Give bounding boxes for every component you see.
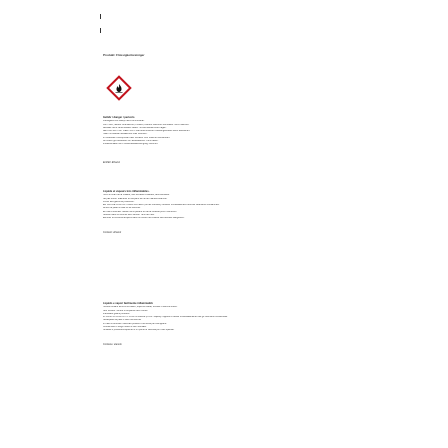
- margin-tick-top: [100, 14, 101, 19]
- ghs-pictogram: [106, 75, 131, 100]
- statement-line: Éliminer le contenu/récipient dans un centre de collecte des déchets dangereux.: [103, 217, 185, 220]
- statement-line: Ne pas fumer. Maintenir le récipient fermé de manière étanche.: [103, 197, 168, 200]
- statement-line: In caso d'incendio: utilizzare polvere o schiuma per estinguere.: [103, 322, 167, 325]
- statement-line: Conservare in luogo fresco e ben ventilato.: [103, 325, 147, 328]
- statement-line: Non fumare. Tenere il recipiente ben chiuso.: [103, 309, 148, 312]
- section-title: Liquido e vapori facilmente infiammabili.: [103, 302, 154, 305]
- statement-line: Behälter dicht verschlossen halten. Schutzhandschuhe tragen.: [103, 126, 167, 129]
- section-french: [103, 190, 343, 234]
- section-footer: Contiene: etanolo: [103, 342, 122, 346]
- statement-line: Tenere lontano da fonti di calore, superfici calde, scintille o fiamme libere.: [103, 306, 178, 309]
- statement-line: IN CASO DI CONTATTO CON LA PELLE (o con i capelli): togliere di dosso immediatamente tutti gli indumenti contaminati.: [103, 316, 228, 319]
- statement-line: Flüssigkeit und Dampf leicht entzündbar.: [103, 120, 145, 123]
- statement-line: Im Brandfall: Löschpulver oder Schaum zum Löschen verwenden.: [103, 136, 171, 139]
- statement-line: An einem gut belüfteten Ort aufbewahren. Kühl halten.: [103, 139, 159, 142]
- document-heading: Produkt: Flüssigkeitsreiniger: [103, 53, 145, 57]
- flame-icon: [114, 83, 124, 93]
- statement-line: EN CAS DE CONTACT AVEC LA PEAU (ou les cheveux): Enlever immédiatement tous les vêtements contaminés.: [103, 204, 220, 207]
- section-footer: Contient: éthanol: [103, 230, 122, 234]
- statement-line: Rincer la peau à l'eau ou se doucher.: [103, 207, 141, 210]
- section-german: [103, 116, 343, 164]
- margin-tick-bottom: [100, 28, 101, 33]
- statement-line: Von Hitze, heißen Oberflächen, Funken, offenen Flammen fernhalten. Nicht rauchen.: [103, 123, 190, 126]
- statement-line: Inhalt/Behälter der Problemabfallentsorgung zuführen.: [103, 143, 159, 146]
- statement-line: Stocker dans un endroit bien ventilé. Tenir au frais.: [103, 213, 155, 216]
- statement-line: Haut mit Wasser abwaschen oder duschen.: [103, 133, 148, 136]
- section-footer: Enthält: Ethanol: [103, 160, 120, 164]
- statement-line: Porter des gants de protection.: [103, 200, 135, 203]
- section-title: Liquide et vapeurs très inflammables.: [103, 190, 150, 193]
- statement-line: Smaltire il prodotto/recipiente in un punto di raccolta per rifiuti speciali.: [103, 329, 175, 332]
- section-title: Gefahr / danger / pericolo: [103, 116, 135, 119]
- statement-line: Indossare guanti protettivi.: [103, 312, 130, 315]
- statement-line: Tenir à l'écart de la chaleur, des surfaces chaudes, des étincelles.: [103, 194, 170, 197]
- statement-line: En cas d'incendie: utiliser de la poudre ou de la mousse pour l'extinction.: [103, 210, 177, 213]
- section-italian: [103, 302, 343, 346]
- statement-line: Sciacquare la pelle o fare una doccia.: [103, 319, 142, 322]
- statement-line: BEI KONTAKT MIT DER HAUT: Alle beschmutzten Kleidungsstücke sofort ausziehen.: [103, 130, 191, 133]
